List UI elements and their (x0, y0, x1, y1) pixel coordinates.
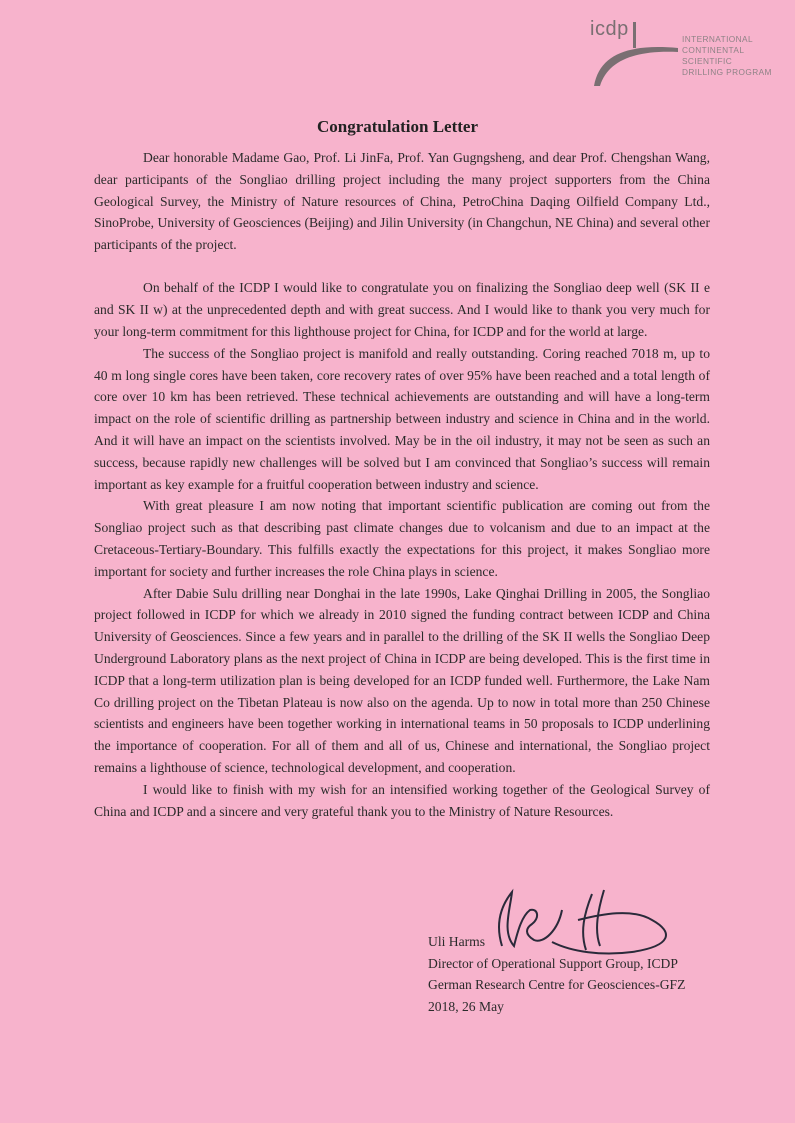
signature-block (428, 931, 685, 1017)
logo-arc-icon (592, 40, 678, 88)
body-paragraph: The success of the Songliao project is manifold and really outstanding. Coring reached 7018 m, up to 40 m long single cores have been taken, core recovery rates of over 95% have been reached and a total length of core over 10 km has been retrieved. These technical achievements are outstanding and will have a long-term impact on the role of scientific drilling as partnership between industry and science in China and in the world. And it will have an impact on the scientists involved. May be in the oil industry, it may not be seen as such an success, because rapidly new challenges will be solved but I am convinced that Songliao’s success will remain important as key example for a fruitful cooperation between industry and science. (94, 345, 710, 492)
signer-name: Uli Harms (428, 934, 486, 949)
signer-position: Director of Operational Support Group, ICDP (428, 955, 678, 971)
logo-line: CONTINENTAL SCIENTIFIC (682, 45, 745, 66)
icdp-logo (590, 18, 785, 78)
body-paragraph: Dear honorable Madame Gao, Prof. Li JinFa, Prof. Yan Gugngsheng, and dear Prof. Chengshan Wang, dear participants of the Songliao drilling project including the many project supporters from the China Geological Survey, the Ministry of Nature resources of China, PetroChina Daqing Oilfield Company Ltd., SinoProbe, University of Geosciences (Beijing) and Jilin University (in Changchun, NE China) and several other participants of the project. (94, 150, 710, 253)
signer-institution: German Research Centre for Geosciences-GFZ (428, 977, 686, 993)
body-paragraph: On behalf of the ICDP I would like to congratulate you on finalizing the Songliao deep well (SK II e and SK II w) at the unprecedented depth and with great success. And I would like to thank you very much for your long-term commitment for this lighthouse project for China, for ICDP and for the world at large. (94, 280, 710, 340)
body-paragraph: I would like to finish with my wish for an intensified working together of the Geological Survey of China and ICDP and a sincere and very grateful thank you to the Ministry of Nature Resources. (94, 781, 710, 819)
letter-title: Congratulation Letter (316, 117, 478, 136)
logo-line: DRILLING PROGRAM (682, 67, 772, 77)
body-paragraph: With great pleasure I am now noting that important scientific publication are coming out from the Songliao project such as that describing past climate changes due to volcanism and due to an impact at the Cretaceous-Tertiary-Boundary. This fulfills exactly the expectations for this project, it makes Songliao more important for society and further increases the role China plays in science. (94, 498, 710, 579)
logo-wordmark: icdp (590, 18, 629, 40)
logo-text-lines (682, 34, 785, 78)
logo-line: INTERNATIONAL (682, 34, 753, 44)
letter-body (94, 147, 710, 822)
letter-date: 2018, 26 May (428, 998, 504, 1014)
body-paragraph: After Dabie Sulu drilling near Donghai in the late 1990s, Lake Qinghai Drilling in 2005, the Songliao project followed in ICDP for which we already in 2010 signed the funding contract between ICDP and China University of Geosciences. Since a few years and in parallel to the drilling of the SK II wells the Songliao Deep Underground Laboratory plans as the next project of China in ICDP are being developed. This is the first time in ICDP that a long-term utilization plan is being developed for an ICDP funded well. Furthermore, the Lake Nam Co drilling project on the Tibetan Plateau is now also on the agenda. Up to now in total more than 250 Chinese scientists and engineers have been together working in international teams in 50 proposals to ICDP underlining the importance of cooperation. For all of them and all of us, Chinese and international, the Songliao project remains a lighthouse of science, technological development, and cooperation. (94, 585, 710, 776)
